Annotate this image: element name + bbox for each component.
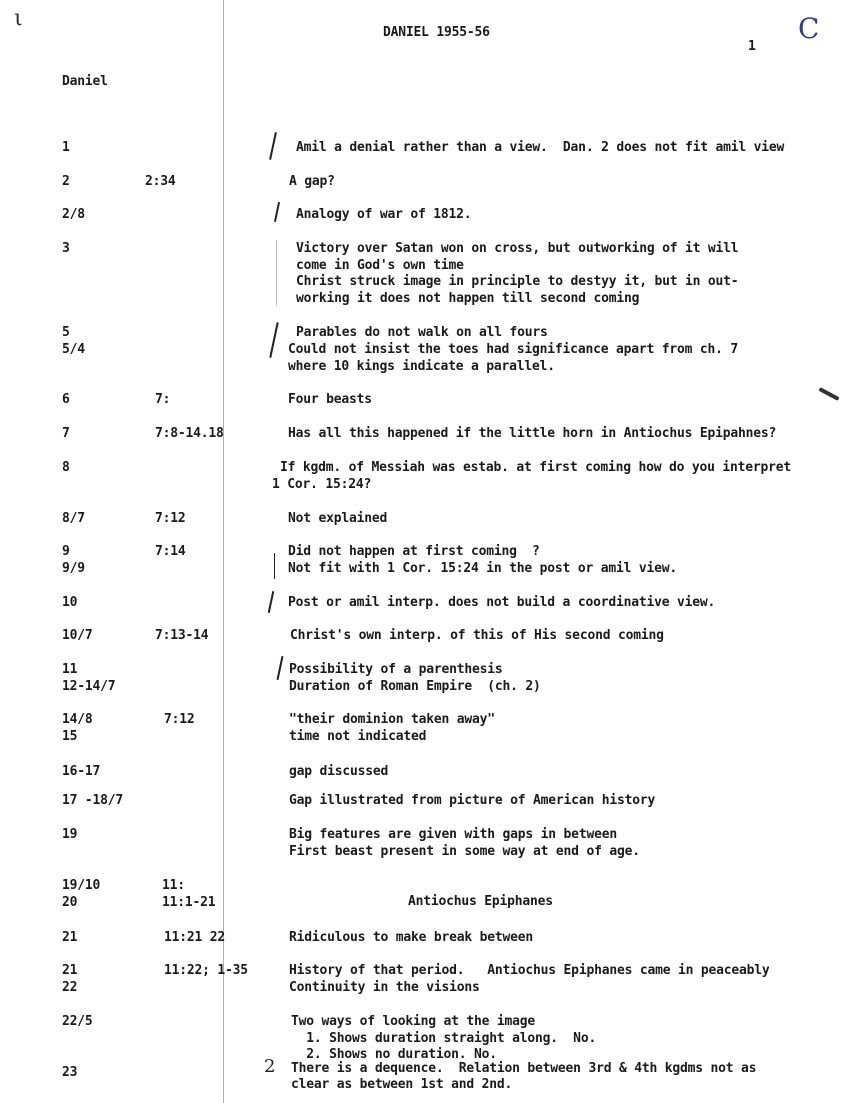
entry-page: 9 9/9 (62, 544, 85, 576)
entry-page: 6 (62, 392, 70, 407)
entry-text: Christ's own interp. of this of His second coming (290, 628, 664, 643)
entry-text: Could not insist the toes had significance apart from ch. 7 (288, 342, 738, 357)
entry-page: 8 (62, 460, 70, 475)
entry-text: working it does not happen till second coming (296, 291, 640, 306)
entry-text: First beast present in some way at end of age. (289, 844, 640, 859)
entry-text: "their dominion taken away" (289, 712, 495, 727)
check-mark (268, 591, 275, 613)
entry-text: History of that period. Antiochus Epiphanes came in peaceably (289, 963, 770, 978)
entry-text: 1 Cor. 15:24? (272, 477, 372, 492)
entry-text: Post or amil interp. does not build a coordinative view. (288, 595, 716, 610)
entry-page: 8/7 (62, 511, 85, 526)
entry-ref: 2:34 (145, 174, 176, 189)
entry-ref: 7:8-14.18 (155, 426, 224, 441)
entry-text: time not indicated (289, 729, 427, 744)
check-mark (277, 656, 284, 680)
entry-page: 14/8 15 (62, 712, 93, 744)
check-mark (269, 322, 278, 358)
entry-page: 23 (62, 1065, 78, 1080)
check-mark (274, 553, 275, 579)
entry-text: Not fit with 1 Cor. 15:24 in the post or amil view. (288, 561, 677, 576)
entry-text: Analogy of war of 1812. (296, 207, 472, 222)
entry-page: 5 5/4 (62, 325, 85, 357)
entry-text: 2. Shows no duration. No. (291, 1047, 497, 1062)
entry-text: Big features are given with gaps in between (289, 827, 617, 842)
entry-text: A gap? (289, 174, 335, 189)
entry-page: 21 (62, 930, 78, 945)
entry-text: where 10 kings indicate a parallel. (288, 359, 555, 374)
entry-ref: 11:21 22 (164, 930, 226, 945)
entry-text: If kgdm. of Messiah was estab. at first coming how do you interpret (280, 460, 791, 475)
entry-text: Gap illustrated from picture of American history (289, 793, 656, 808)
entry-text: gap discussed (289, 764, 389, 779)
stray-mark-right (818, 387, 839, 401)
page-number: 1 (748, 39, 756, 54)
entry-page: 17 -18/7 (62, 793, 124, 808)
entry-text: Duration of Roman Empire (ch. 2) (289, 679, 541, 694)
check-mark (269, 132, 277, 160)
entry-text: 1. Shows duration straight along. No. (291, 1031, 597, 1046)
entry-text: Four beasts (288, 392, 372, 407)
entry-text: Has all this happened if the little horn in Antiochus Epipahnes? (288, 426, 777, 441)
entry-page: 16-17 (62, 764, 101, 779)
entry-text: Not explained (288, 511, 388, 526)
entry-ref: 11:22; 1-35 (164, 963, 248, 978)
entry-text: Victory over Satan won on cross, but outworking of it will (296, 241, 739, 256)
entry-ref: 7: (155, 392, 171, 407)
entry-page: 22/5 (62, 1014, 93, 1029)
entry-text: Did not happen at first coming ? (288, 544, 540, 559)
corner-letter: C (798, 12, 820, 45)
entry-page: 10 (62, 595, 78, 610)
page-title: DANIEL 1955-56 (383, 25, 490, 40)
entry-page: 10/7 (62, 628, 93, 643)
entry-text: There is a dequence. Relation between 3rd & 4th kgdms not as (291, 1061, 757, 1076)
entry-page: 11 12-14/7 (62, 662, 116, 694)
entry-ref: 7:12 (155, 511, 186, 526)
entry-page: 21 22 (62, 963, 78, 995)
check-mark (274, 202, 280, 222)
entry-page: 19/10 20 (62, 878, 101, 910)
entry-page: 2 (62, 174, 70, 189)
entry-text: Possibility of a parenthesis (289, 662, 503, 677)
entry-page: 2/8 (62, 207, 85, 222)
margin-note: 2 (264, 1056, 276, 1077)
entry-text: Two ways of looking at the image (291, 1014, 536, 1029)
entry-ref: 11: 11:1-21 (162, 878, 216, 910)
entry-ref: 7:12 (164, 712, 195, 727)
entry-ref: 7:13-14 (155, 628, 209, 643)
entry-heading: Antiochus Epiphanes (408, 894, 553, 909)
entry-text: Ridiculous to make break between (289, 930, 534, 945)
entry-page: 1 (62, 140, 70, 155)
entry-text: come in God's own time (296, 258, 464, 273)
entry-text: Parables do not walk on all fours (296, 325, 548, 340)
entry-page: 3 (62, 241, 70, 256)
entry-text: Amil a denial rather than a view. Dan. 2 does not fit amil view (296, 140, 785, 155)
check-mark (276, 240, 277, 306)
section-label: Daniel (62, 74, 108, 89)
entry-text: Christ struck image in principle to destyy it, but in out- (296, 274, 739, 289)
entry-page: 19 (62, 827, 78, 842)
entry-text: clear as between 1st and 2nd. (291, 1077, 513, 1092)
entry-text: Continuity in the visions (289, 980, 480, 995)
stray-mark-topleft: ι (14, 6, 23, 31)
entry-page: 7 (62, 426, 70, 441)
entry-ref: 7:14 (155, 544, 186, 559)
